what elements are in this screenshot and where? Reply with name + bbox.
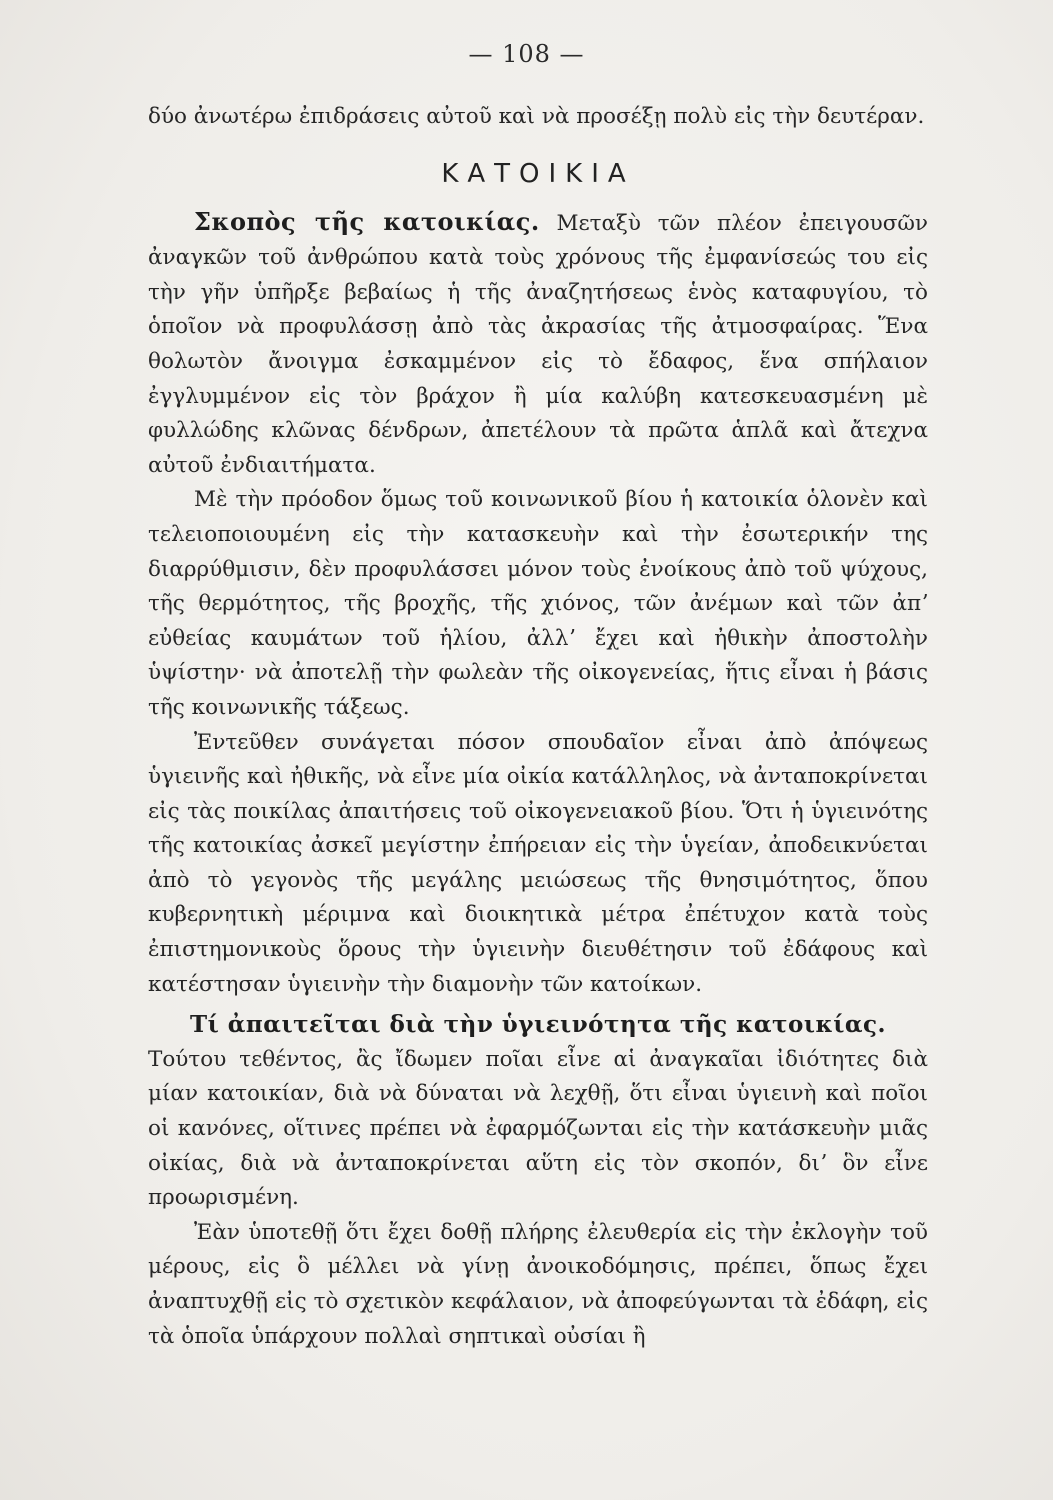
- page-body: [148, 100, 928, 1354]
- section-title: ΚΑΤΟΙΚΙΑ: [441, 158, 635, 189]
- requirements-heading: Τί ἀπαιτεῖται διὰ τὴν ὑγιεινότητα τῆς κατοικίας.: [189, 1011, 887, 1039]
- continuation-paragraph: δύο ἀνωτέρω ἐπιδράσεις αὐτοῦ καὶ νὰ προσέξῃ πολὺ εἰς τὴν δευτέραν.: [148, 104, 925, 129]
- purpose-paragraph-3: Ἐντεῦθεν συνάγεται πόσον σπουδαῖον εἶναι ἀπὸ ἀπόψεως ὑγιεινῆς καὶ ἠθικῆς, νὰ εἶνε μία οἰκία κατάλληλος, νὰ ἀνταποκρίνεται εἰς τὰς ποικίλας ἀπαιτήσεις τοῦ οἰκογενειακοῦ βίου. Ὅτι ἡ ὑγιεινότης τῆς κατοικίας ἀσκεῖ μεγίστην ἐπήρειαν εἰς τὴν ὑγείαν, ἀποδεικνύεται ἀπὸ τὸ γεγονὸς τῆς μεγάλης μειώσεως τῆς θνησιμότητος, ὅπου κυβερνητικὴ μέριμνα καὶ διοικητικὰ μέτρα ἐπέτυχον κατὰ τοὺς ἐπιστημονικοὺς ὅρους τὴν ὑγιεινὴν διευθέτησιν τοῦ ἐδάφους καὶ κατέστησαν ὑγιεινὴν τὴν διαμονὴν τῶν κατοίκων.: [148, 729, 928, 997]
- page-number: — 108 —: [468, 40, 585, 68]
- requirements-paragraph: Τούτου τεθέντος, ἂς ἴδωμεν ποῖαι εἶνε αἱ ἀναγκαῖαι ἰδιότητες διὰ μίαν κατοικίαν, διὰ νὰ δύναται νὰ λεχθῇ, ὅτι εἶναι ὑγιεινὴ καὶ ποῖοι οἱ κανόνες, οἵτινες πρέπει νὰ ἐφαρμόζωνται εἰς τὴν κατάσκευὴν μιᾶς οἰκίας, διὰ νὰ ἀνταποκρίνεται αὕτη εἰς τὸν σκοπόν, διʼ ὃν εἶνε προωρισμένη.: [148, 1046, 928, 1211]
- requirements-paragraph-2: Ἐὰν ὑποτεθῇ ὅτι ἔχει δοθῇ πλήρης ἐλευθερία εἰς τὴν ἐκλογὴν τοῦ μέρους, εἰς ὃ μέλλει νὰ γίνῃ ἀνοικοδόμησις, πρέπει, ὅπως ἔχει ἀναπτυχθῇ εἰς τὸ σχετικὸν κεφάλαιον, νὰ ἀποφεύγωνται τὰ ἐδάφη, εἰς τὰ ὁποῖα ὑπάρχουν πολλαὶ σηπτικαὶ οὐσίαι ἢ: [148, 1219, 928, 1349]
- purpose-text: Μεταξὺ τῶν πλέον ἐπειγουσῶν ἀναγκῶν τοῦ ἀνθρώπου κατὰ τοὺς χρόνους τῆς ἐμφανίσεώς του εἰς τὴν γῆν ὑπῆρξε βεβαίως ἡ τῆς ἀναζητήσεως ἑνὸς καταφυγίου, τὸ ὁποῖον νὰ προφυλάσσῃ ἀπὸ τὰς ἀκρασίας τῆς ἀτμοσφαίρας. Ἕνα θολωτὸν ἄνοιγμα ἐσκαμμένον εἰς τὸ ἔδαφος, ἕνα σπήλαιον ἐγγλυμμένον εἰς τὸν βράχον ἢ μία καλύβη κατεσκευασμένη μὲ φυλλώδης κλῶνας δένδρων, ἀπετέλουν τὰ πρῶτα ἁπλᾶ καὶ ἄτεχνα αὐτοῦ ἐνδιαιτήματα.: [148, 210, 929, 478]
- purpose-paragraph: [148, 205, 928, 484]
- purpose-paragraph-2: Μὲ τὴν πρόοδον ὅμως τοῦ κοινωνικοῦ βίου ἡ κατοικία ὁλονὲν καὶ τελειοποιουμένη εἰς τὴν κατασκευὴν καὶ τὴν ἐσωτερικήν της διαρρύθμισιν, δὲν προφυλάσσει μόνον τοὺς ἐνοίκους ἀπὸ τοῦ ψύχους, τῆς θερμότητος, τῆς βροχῆς, τῆς χιόνος, τῶν ἀνέμων καὶ τῶν ἀπʼ εὐθείας καυμάτων τοῦ ἡλίου, ἀλλʼ ἔχει καὶ ἠθικὴν ἀποστολὴν ὑψίστην· νὰ ἀποτελῇ τὴν φωλεὰν τῆς οἰκογενείας, ἥτις εἶναι ἡ βάσις τῆς κοινωνικῆς τάξεως.: [148, 487, 928, 720]
- purpose-heading: Σκοπὸς τῆς κατοικίας.: [194, 206, 540, 236]
